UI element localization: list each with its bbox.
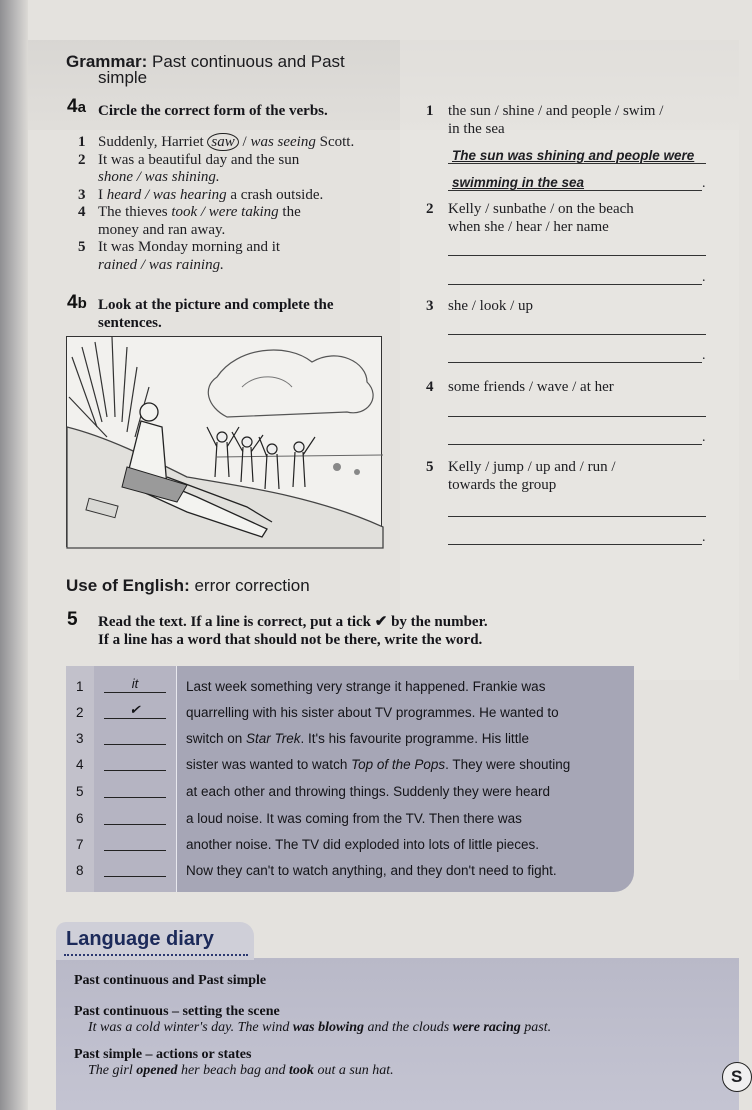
exercise-4a-instruction: Circle the correct form of the verbs. bbox=[98, 103, 328, 119]
diary-example-1: It was a cold winter's day. The wind was blowing and the clouds were racing past. bbox=[88, 1020, 552, 1035]
answer-blank[interactable] bbox=[104, 754, 166, 771]
answer-blank[interactable] bbox=[104, 808, 166, 825]
table-row: 2 ✔ quarrelling with his sister about TV programmes. He wanted to bbox=[76, 702, 559, 720]
exercise-4a-list bbox=[78, 134, 378, 274]
list-item: 4 The thieves took / were taking the money and ran away. bbox=[78, 204, 301, 238]
use-of-english-title: Use of English: error correction bbox=[66, 576, 310, 595]
table-row: 5 at each other and throwing things. Suddenly they were heard bbox=[66, 779, 634, 805]
exercise-4b-instruction: Look at the picture and complete the sentences. bbox=[98, 297, 334, 331]
table-row: 3 switch on Star Trek. It's his favourite programme. His little bbox=[66, 726, 634, 752]
write-line bbox=[448, 163, 706, 164]
table-row: 1 it Last week something very strange it happened. Frankie was bbox=[76, 676, 546, 694]
full-stop: . bbox=[702, 348, 706, 363]
list-item: 5 It was Monday morning and it rained / was raining. bbox=[78, 239, 281, 273]
write-line[interactable] bbox=[448, 255, 706, 256]
answer-blank[interactable] bbox=[104, 781, 166, 798]
title-underline bbox=[64, 954, 248, 956]
beach-scene-drawing bbox=[67, 337, 383, 548]
exercise-4b-item-3: 3 she / look / up bbox=[426, 298, 533, 314]
answer-line-2: swimming in the sea bbox=[452, 175, 585, 190]
answer-blank[interactable]: ✔ bbox=[104, 702, 166, 719]
diary-heading: Past continuous and Past simple bbox=[74, 973, 267, 988]
write-line bbox=[448, 190, 702, 191]
write-line[interactable] bbox=[448, 284, 702, 285]
full-stop: . bbox=[702, 176, 706, 191]
circled-answer: saw bbox=[207, 133, 238, 151]
list-item: 1 Suddenly, Harriet saw / was seeing Scott. bbox=[78, 134, 355, 150]
exercise-4a-number: 4a bbox=[67, 96, 86, 117]
write-line[interactable] bbox=[448, 334, 706, 335]
beach-illustration bbox=[66, 336, 382, 547]
book-binding bbox=[0, 0, 28, 1110]
grammar-title-rest: Past continuous and Past bbox=[147, 52, 345, 71]
grammar-title-bold: Grammar: bbox=[66, 52, 148, 71]
language-diary-title: Language diary bbox=[66, 928, 214, 950]
full-stop: . bbox=[702, 430, 706, 445]
diary-subheading-1: Past continuous – setting the scene bbox=[74, 1004, 280, 1019]
full-stop: . bbox=[702, 270, 706, 285]
exercise-4b-item-1: 1 the sun / shine / and people / swim / in the sea bbox=[426, 103, 664, 137]
write-line[interactable] bbox=[448, 516, 706, 517]
exercise-4b-item-2: 2 Kelly / sunbathe / on the beach when she / hear / her name bbox=[426, 201, 634, 235]
answer-blank[interactable]: it bbox=[104, 676, 166, 693]
answer-blank[interactable] bbox=[104, 728, 166, 745]
list-item: 2 It was a beautiful day and the sun shone / was shining. bbox=[78, 151, 300, 185]
list-item: 3 I heard / was hearing a crash outside. bbox=[78, 186, 324, 203]
write-line[interactable] bbox=[448, 416, 706, 417]
table-row: 6 a loud noise. It was coming from the TV. Then there was bbox=[66, 806, 634, 832]
full-stop: . bbox=[702, 530, 706, 545]
exercise-5-instruction: Read the text. If a line is correct, put a tick ✔ by the number. If a line has a word that should not be there, write the word. bbox=[98, 614, 488, 648]
write-line[interactable] bbox=[448, 444, 702, 445]
answer-line-1: The sun was shining and people were bbox=[452, 148, 695, 163]
answer-blank[interactable] bbox=[104, 860, 166, 877]
exercise-4b-item-4: 4 some friends / wave / at her bbox=[426, 379, 614, 395]
answer-blank[interactable] bbox=[104, 834, 166, 851]
table-row: 8 Now they can't to watch anything, and they don't need to fight. bbox=[66, 858, 634, 884]
exercise-4b-number: 4b bbox=[67, 292, 87, 313]
exercise-5-number: 5 bbox=[67, 609, 78, 630]
grammar-title-line2: simple bbox=[98, 68, 148, 87]
page-number-badge: S bbox=[722, 1062, 752, 1092]
table-row: 7 another noise. The TV did exploded into lots of little pieces. bbox=[66, 832, 634, 858]
write-line[interactable] bbox=[448, 544, 702, 545]
exercise-4b-item-5: 5 Kelly / jump / up and / run / towards the group bbox=[426, 459, 616, 493]
write-line[interactable] bbox=[448, 362, 702, 363]
diary-example-2: The girl opened her beach bag and took out a sun hat. bbox=[88, 1063, 394, 1078]
table-row: 4 sister was wanted to watch Top of the Pops. They were shouting bbox=[66, 752, 634, 778]
diary-subheading-2: Past simple – actions or states bbox=[74, 1047, 252, 1062]
